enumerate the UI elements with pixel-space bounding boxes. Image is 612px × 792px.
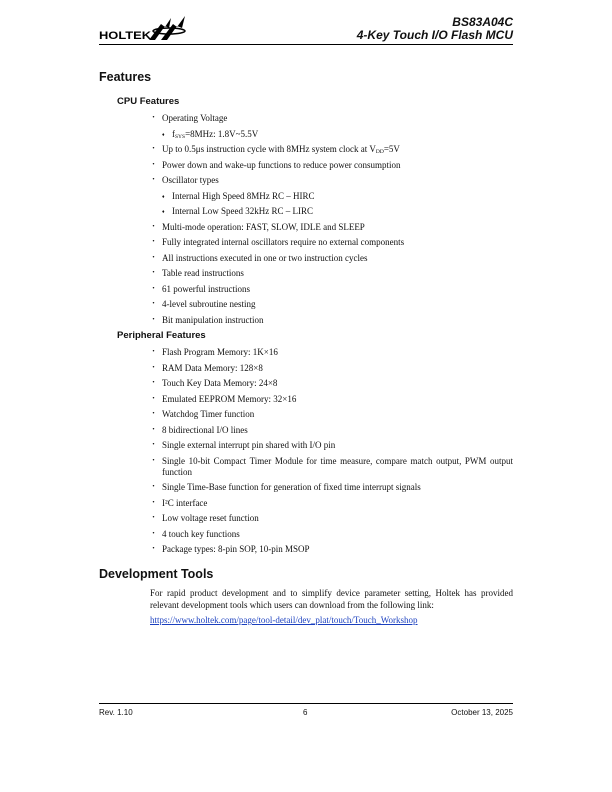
workshop-download-link[interactable]: https://www.holtek.com/page/tool-detail/dev_plat/touch/Touch_Workshop: [150, 615, 418, 625]
page-content: [99, 70, 513, 626]
list-item: · Single Time-Base function for generation of fixed time interrupt signals: [152, 482, 513, 493]
subscript: DD: [375, 149, 384, 155]
list-item: · Single 10-bit Compact Timer Module for time measure, compare match output, PWM output function: [152, 456, 513, 478]
list-item: · 8 bidirectional I/O lines: [152, 425, 513, 436]
subscript: SYS: [175, 133, 186, 140]
footer-rule: [99, 703, 513, 704]
list-item: · RAM Data Memory: 128×8: [152, 363, 513, 374]
list-item: · Package types: 8-pin SOP, 10-pin MSOP: [152, 544, 513, 555]
list-item: · 4-level subroutine nesting: [152, 299, 513, 310]
sub-list-item: ♦ Internal High Speed 8MHz RC – HIRC: [152, 191, 513, 202]
footer-date: October 13, 2025: [451, 708, 513, 717]
cpu-features-list: [152, 113, 513, 326]
part-number: BS83A04C: [452, 15, 513, 29]
list-item: · All instructions executed in one or two instruction cycles: [152, 253, 513, 264]
list-item: · 4 touch key functions: [152, 529, 513, 540]
peripheral-features-list: [152, 347, 513, 555]
list-item: · Emulated EEPROM Memory: 32×16: [152, 394, 513, 405]
development-tools-heading: Development Tools: [99, 567, 214, 581]
features-heading: Features: [99, 70, 152, 84]
footer-revision: Rev. 1.10: [99, 708, 133, 717]
list-item: · Low voltage reset function: [152, 513, 513, 524]
list-item: · Watchdog Timer function: [152, 409, 513, 420]
document-subtitle: 4-Key Touch I/O Flash MCU: [356, 28, 513, 42]
development-tools-paragraph: For rapid product development and to simplify device parameter setting, Holtek has provided relevant development tools which users can download from the following link:: [150, 588, 513, 610]
header-rule: [99, 44, 513, 45]
list-item: · Multi-mode operation: FAST, SLOW, IDLE and SLEEP: [152, 222, 513, 233]
sub-list-item: ♦ Internal Low Speed 32kHz RC – LIRC: [152, 206, 513, 217]
list-item: · Up to 0.5μs instruction cycle with 8MHz system clock at $V_{DD}=5V$: [152, 144, 513, 155]
list-item: · Power down and wake-up functions to reduce power consumption: [152, 160, 513, 171]
list-item: · Flash Program Memory: 1K×16: [152, 347, 513, 358]
list-item: · Bit manipulation instruction: [152, 315, 513, 326]
document-header: [357, 16, 513, 42]
list-item: · Operating Voltage: [152, 113, 513, 124]
list-item: · I²C interface: [152, 498, 513, 509]
list-item: · Touch Key Data Memory: 24×8: [152, 378, 513, 389]
peripheral-features-heading: Peripheral Features: [117, 330, 206, 341]
footer-page-number: 6: [303, 708, 308, 717]
cpu-features-heading: CPU Features: [117, 96, 180, 107]
list-item: · Fully integrated internal oscillators require no external components: [152, 237, 513, 248]
list-item: · Table read instructions: [152, 268, 513, 279]
sub-list-item: ♦ $f_{SYS}=8MHz$: 1.8V~5.5V: [152, 129, 513, 140]
list-item: · Single external interrupt pin shared with I/O pin: [152, 440, 513, 451]
list-item: · Oscillator types: [152, 175, 513, 186]
list-item: · 61 powerful instructions: [152, 284, 513, 295]
holtek-logo: [99, 14, 189, 42]
svg-text:HOLTEK: HOLTEK: [99, 30, 152, 42]
